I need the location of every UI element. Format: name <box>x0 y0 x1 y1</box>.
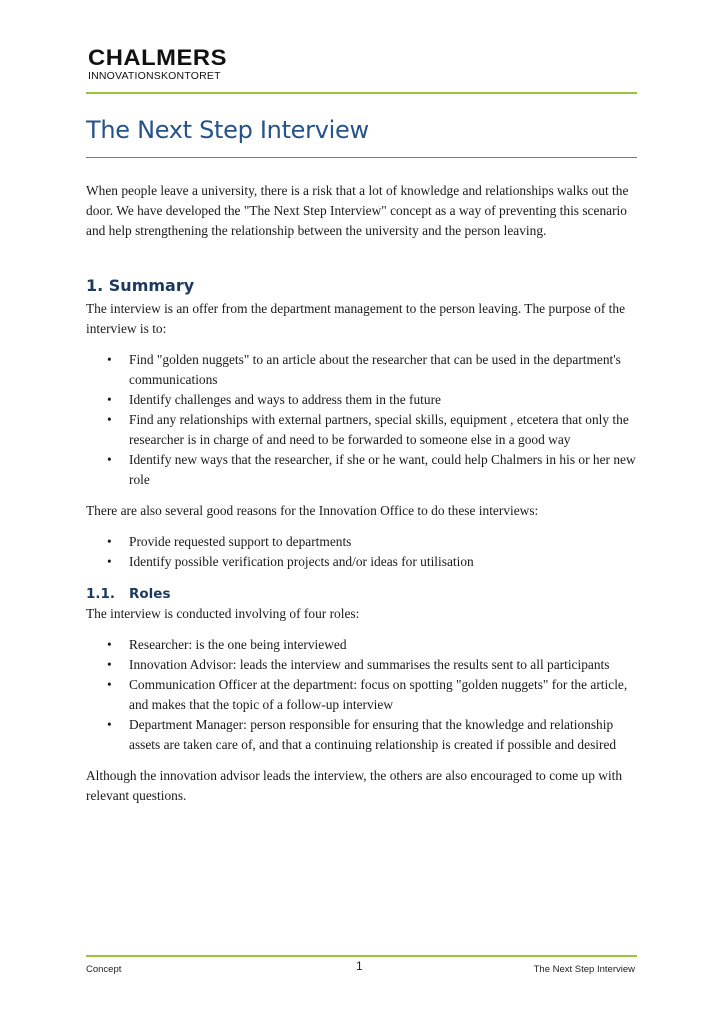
list-item: • Find "golden nuggets" to an article about the researcher that can be used in the department's communications <box>86 350 638 390</box>
list-item: • Communication Officer at the department: focus on spotting "golden nuggets" for the article, and makes that the topic of a follow-up interview <box>86 675 638 715</box>
footer-left-label: Concept <box>86 964 122 975</box>
section-heading-roles <box>86 584 638 604</box>
list-item: • Innovation Advisor: leads the interview and summarises the results sent to all participants <box>86 655 638 675</box>
title-underline <box>86 157 637 158</box>
intro-paragraph: When people leave a university, there is a risk that a lot of knowledge and relationships walks out the door. We have developed the "The Next Step Interview" concept as a way of preventing this scenario and help strengthening the relationship between the university and the person leaving. <box>86 183 629 238</box>
logo-subtitle: INNOVATIONSKONTORET <box>88 70 221 82</box>
reasons-lead: There are also several good reasons for the Innovation Office to do these interviews: <box>86 503 539 518</box>
roles-list <box>86 635 638 755</box>
list-item: • Department Manager: person responsible for ensuring that the knowledge and relationship assets are taken care of, and that a continuing relationship is created if possible and desired <box>86 715 638 755</box>
summary-lead: The interview is an offer from the department management to the person leaving. The purpose of the interview is to: <box>86 301 626 336</box>
purpose-list <box>86 350 638 490</box>
list-item: • Identify possible verification projects and/or ideas for utilisation <box>86 552 638 572</box>
logo-wordmark: CHALMERS <box>88 45 227 70</box>
section-heading-summary: 1. Summary <box>86 276 195 295</box>
page-title: The Next Step Interview <box>86 116 369 144</box>
section-title: Roles <box>129 586 171 602</box>
reasons-list <box>86 532 638 572</box>
list-item: • Identify challenges and ways to address them in the future <box>86 390 638 410</box>
footer-right-label: The Next Step Interview <box>533 964 635 975</box>
list-item: • Find any relationships with external partners, special skills, equipment , etcetera that only the researcher is in charge of and need to be forwarded to someone else in a good way <box>86 410 638 450</box>
list-item: • Researcher: is the one being interviewed <box>86 635 638 655</box>
footer-divider <box>86 955 637 957</box>
roles-closing: Although the innovation advisor leads the interview, the others are also encouraged to come up with relevant questions. <box>86 768 623 803</box>
header-divider <box>86 92 637 94</box>
list-item: • Provide requested support to departments <box>86 532 638 552</box>
section-number: 1.1. <box>86 586 116 602</box>
roles-lead: The interview is conducted involving of four roles: <box>86 606 360 621</box>
document-body <box>86 181 638 806</box>
chalmers-logo <box>88 45 227 82</box>
list-item: • Identify new ways that the researcher, if she or he want, could help Chalmers in his or her new role <box>86 450 638 490</box>
page-number: 1 <box>356 959 363 973</box>
